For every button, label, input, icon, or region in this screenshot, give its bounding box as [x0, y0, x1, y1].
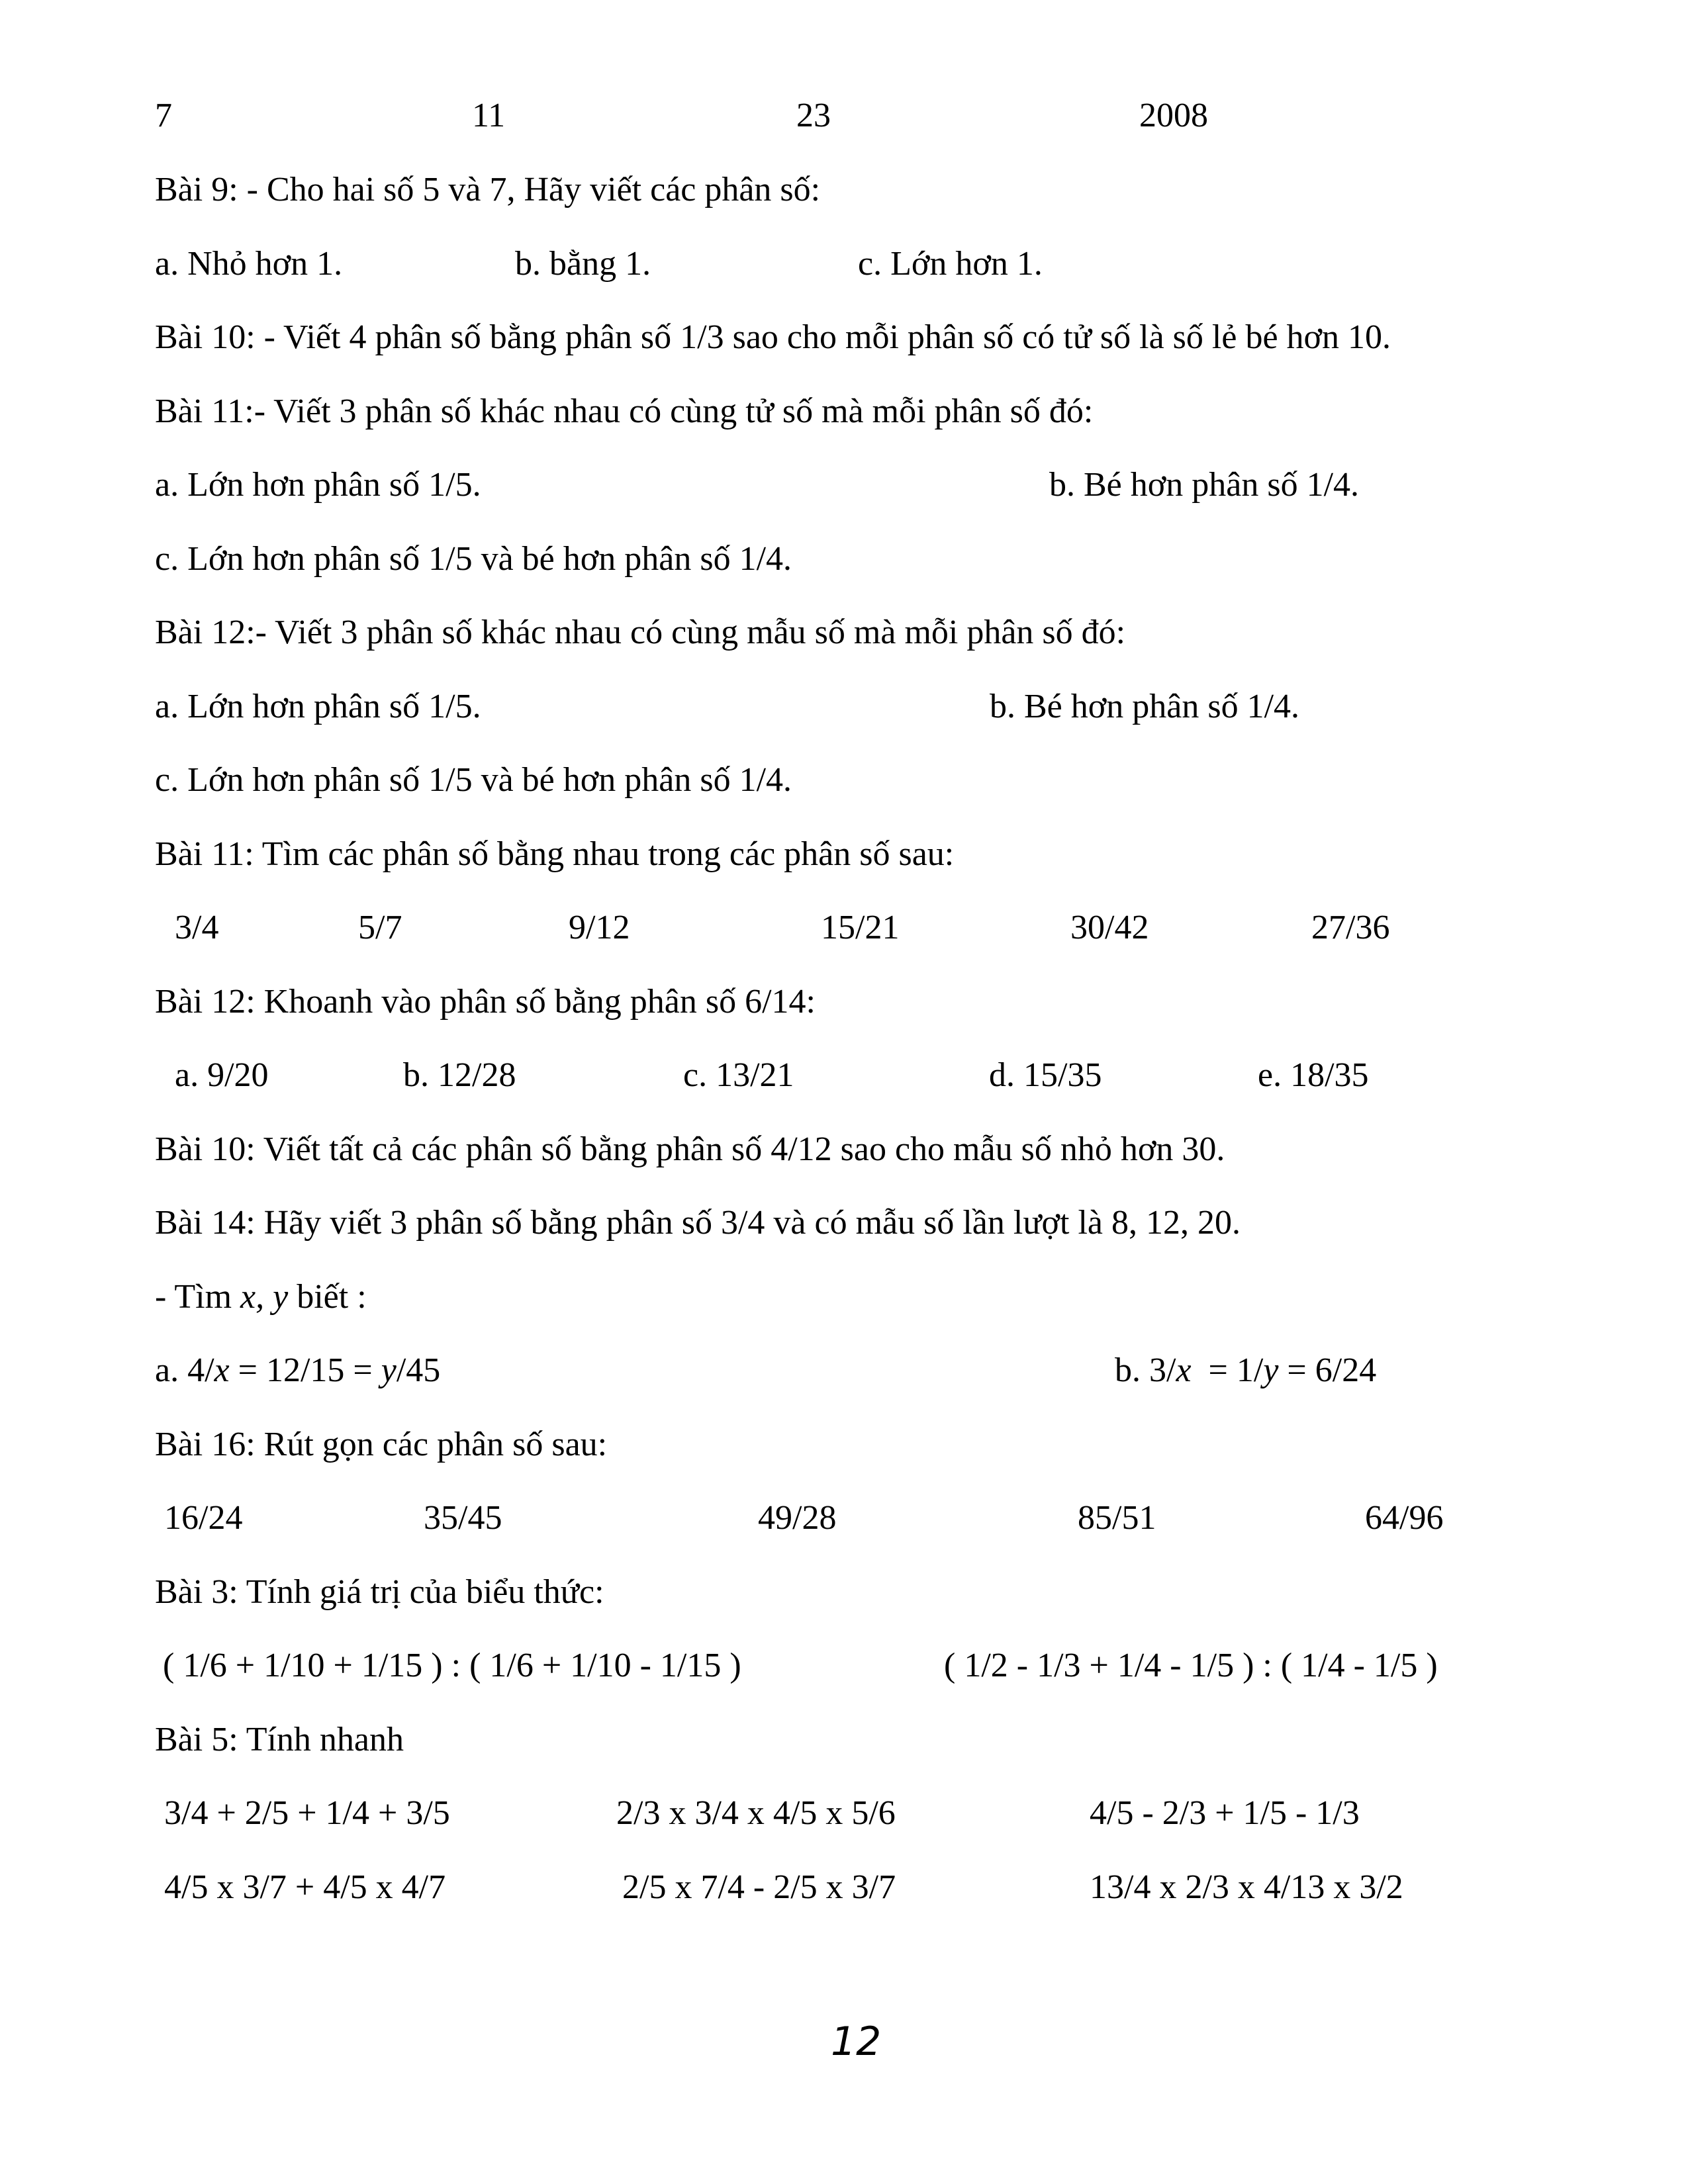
- fraction: 35/45: [424, 1499, 502, 1537]
- exercise-title: Bài 3: Tính giá trị của biểu thức:: [155, 1573, 604, 1611]
- exercise-title: Bài 5: Tính nhanh: [155, 1721, 404, 1758]
- top-number: 7: [155, 97, 172, 134]
- expression: 4/5 - 2/3 + 1/5 - 1/3: [1090, 1794, 1360, 1832]
- top-number: 11: [472, 97, 506, 134]
- equation-b: b. 3/x = 1/y = 6/24: [1115, 1351, 1377, 1389]
- fraction: 9/12: [569, 909, 630, 946]
- exercise-title: Bài 14: Hãy viết 3 phân số bằng phân số 3/4 và có mẫu số lần lượt là 8, 12, 20.: [155, 1204, 1241, 1242]
- expression: ( 1/2 - 1/3 + 1/4 - 1/5 ) : ( 1/4 - 1/5 ): [944, 1647, 1438, 1684]
- option: b. Bé hơn phân số 1/4.: [990, 688, 1300, 725]
- option: b. Bé hơn phân số 1/4.: [1049, 466, 1360, 504]
- option: b. bằng 1.: [515, 245, 651, 283]
- fraction: 64/96: [1365, 1499, 1444, 1537]
- exercise-title: Bài 12:- Viết 3 phân số khác nhau có cùng mẫu số mà mỗi phân số đó:: [155, 614, 1126, 651]
- expression: 2/5 x 7/4 - 2/5 x 3/7: [622, 1868, 896, 1906]
- expression: 2/3 x 3/4 x 4/5 x 5/6: [616, 1794, 896, 1832]
- expression: 4/5 x 3/7 + 4/5 x 4/7: [164, 1868, 446, 1906]
- exercise-title: Bài 11:- Viết 3 phân số khác nhau có cùng tử số mà mỗi phân số đó:: [155, 392, 1094, 430]
- option: a. Lớn hơn phân số 1/5.: [155, 466, 481, 504]
- fraction: 3/4: [175, 909, 219, 946]
- option: a. Lớn hơn phân số 1/5.: [155, 688, 481, 725]
- expression: ( 1/6 + 1/10 + 1/15 ) : ( 1/6 + 1/10 - 1/15 ): [163, 1647, 741, 1684]
- top-number: 23: [796, 97, 831, 134]
- exercise-title: Bài 11: Tìm các phân số bằng nhau trong các phân số sau:: [155, 835, 955, 873]
- option: b. 12/28: [403, 1056, 516, 1094]
- fraction: 30/42: [1070, 909, 1149, 946]
- option: a. 9/20: [175, 1056, 269, 1094]
- option: c. 13/21: [683, 1056, 794, 1094]
- exercise-title: Bài 9: - Cho hai số 5 và 7, Hãy viết các phân số:: [155, 171, 821, 208]
- option: d. 15/35: [989, 1056, 1102, 1094]
- expression: 3/4 + 2/5 + 1/4 + 3/5: [164, 1794, 450, 1832]
- option: c. Lớn hơn phân số 1/5 và bé hơn phân số 1/4.: [155, 540, 792, 578]
- fraction: 15/21: [821, 909, 900, 946]
- page-number: 12: [831, 2019, 882, 2065]
- expression: 13/4 x 2/3 x 4/13 x 3/2: [1090, 1868, 1403, 1906]
- sub-task: - Tìm x, y biết :: [155, 1278, 367, 1316]
- exercise-title: Bài 10: Viết tất cả các phân số bằng phân số 4/12 sao cho mẫu số nhỏ hơn 30.: [155, 1130, 1225, 1168]
- option: c. Lớn hơn 1.: [858, 245, 1043, 283]
- option: e. 18/35: [1258, 1056, 1369, 1094]
- exercise-title: Bài 12: Khoanh vào phân số bằng phân số 6/14:: [155, 983, 816, 1021]
- exercise-title: Bài 16: Rút gọn các phân số sau:: [155, 1426, 608, 1463]
- exercise-title: Bài 10: - Viết 4 phân số bằng phân số 1/3 sao cho mỗi phân số có tử số là số lẻ bé hơn 10.: [155, 318, 1391, 356]
- fraction: 16/24: [164, 1499, 243, 1537]
- fraction: 27/36: [1311, 909, 1390, 946]
- option: a. Nhỏ hơn 1.: [155, 245, 343, 283]
- top-number: 2008: [1139, 97, 1208, 134]
- fraction: 5/7: [358, 909, 402, 946]
- equation-a: a. 4/x = 12/15 = y/45: [155, 1351, 441, 1389]
- fraction: 49/28: [758, 1499, 837, 1537]
- option: c. Lớn hơn phân số 1/5 và bé hơn phân số 1/4.: [155, 761, 792, 799]
- fraction: 85/51: [1078, 1499, 1156, 1537]
